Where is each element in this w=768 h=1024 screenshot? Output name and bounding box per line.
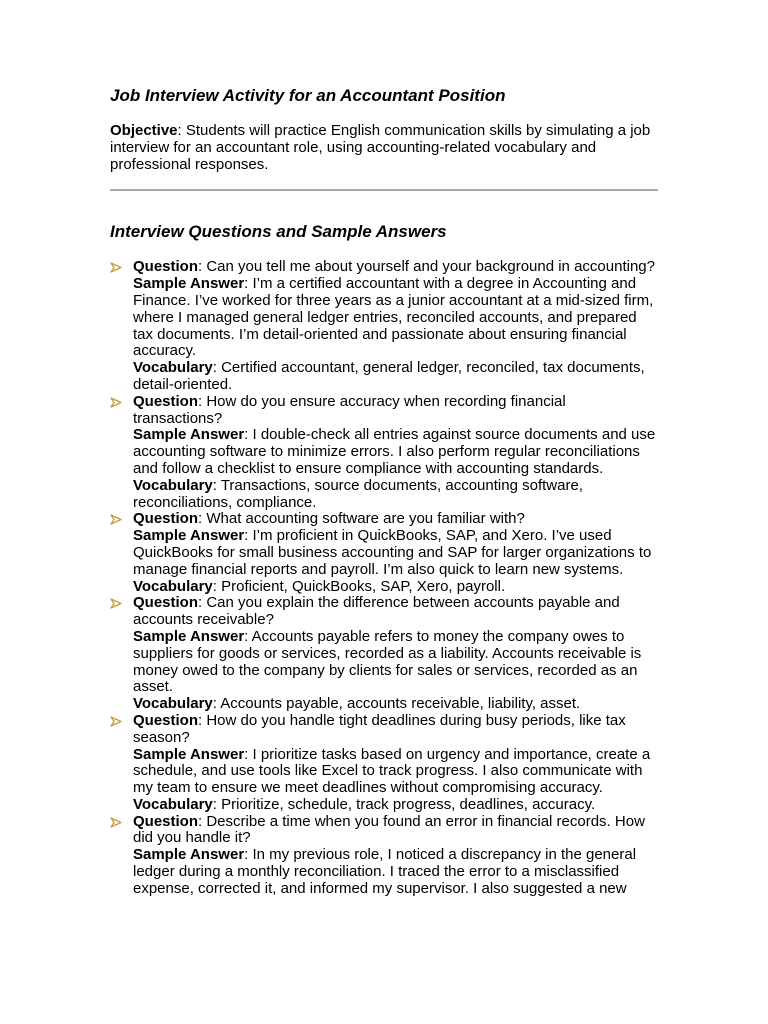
arrow-bullet-icon: [110, 511, 124, 528]
objective-text: : Students will practice English communication skills by simulating a job interview for an accountant role, using accounting-related vocabulary and professional responses.: [110, 122, 651, 173]
answer-label: Sample Answer: [133, 527, 245, 545]
question-line: [133, 259, 658, 276]
question-label: Question: [133, 258, 199, 276]
qa-item: [110, 394, 658, 512]
question-line: [133, 713, 658, 747]
vocabulary-label: Vocabulary: [133, 359, 213, 377]
vocabulary-label: Vocabulary: [133, 795, 213, 813]
answer-label: Sample Answer: [133, 627, 245, 645]
sample-answer-line: [133, 747, 658, 797]
qa-item: [110, 259, 658, 393]
question-text: : What accounting software are you familiar with?: [198, 510, 525, 528]
answer-text: : In my previous role, I noticed a discrepancy in the general ledger during a monthly reconciliation. I traced the error to a misclassified expense, corrected it, and informed my supervisor. I also suggested a new: [133, 846, 637, 897]
qa-item: [110, 595, 658, 713]
sample-answer-line: [133, 427, 658, 477]
question-line: [133, 595, 658, 629]
vocabulary-line: [133, 579, 658, 596]
vocabulary-text: : Certified accountant, general ledger, reconciled, tax documents, detail-oriented.: [133, 359, 645, 393]
arrow-bullet-icon: [110, 259, 124, 276]
objective-label: Objective: [110, 122, 178, 139]
arrow-bullet-icon: [110, 595, 124, 612]
question-text: : Describe a time when you found an error in financial records. How did you handle it?: [133, 812, 645, 847]
answer-text: : I prioritize tasks based on urgency and importance, create a schedule, and use tools like Excel to track progress. I also communicate with my team to ensure we meet deadlines without compromising accuracy.: [133, 745, 651, 797]
vocabulary-line: [133, 478, 658, 512]
arrow-bullet-icon: [110, 713, 124, 730]
arrow-bullet-icon: [110, 814, 124, 831]
question-label: Question: [133, 510, 199, 528]
vocabulary-text: : Transactions, source documents, accounting software, reconciliations, compliance.: [133, 476, 583, 511]
vocabulary-line: [133, 696, 658, 713]
vocabulary-label: Vocabulary: [133, 476, 213, 494]
answer-label: Sample Answer: [133, 846, 245, 864]
answer-text: : Accounts payable refers to money the company owes to suppliers for goods or services, recorded as a liability. Accounts receivable is money owed to the company by clients for sales or services, recorded as an asset.: [133, 627, 642, 696]
vocabulary-text: : Proficient, QuickBooks, SAP, Xero, payroll.: [212, 577, 506, 595]
question-text: : Can you tell me about yourself and your background in accounting?: [198, 258, 655, 276]
question-label: Question: [133, 711, 199, 729]
answer-text: : I’m a certified accountant with a degree in Accounting and Finance. I’ve worked for three years as a junior accountant at a mid-sized firm, where I managed general ledger entries, reconciled accounts, and prepared tax documents. I’m detail-oriented and passionate about ensuring financial accuracy.: [133, 275, 654, 360]
question-text: : Can you explain the difference between accounts payable and accounts receivable?: [133, 594, 620, 629]
answer-text: : I double-check all entries against source documents and use accounting software to minimize errors. I also perform regular reconciliations and follow a checklist to ensure compliance with accounting standards.: [133, 426, 656, 477]
answer-label: Sample Answer: [133, 275, 245, 293]
vocabulary-text: : Prioritize, schedule, track progress, deadlines, accuracy.: [212, 795, 596, 813]
question-label: Question: [133, 594, 199, 612]
sample-answer-line: [133, 847, 658, 897]
section-divider: [110, 189, 658, 191]
vocabulary-line: [133, 360, 658, 394]
question-label: Question: [133, 392, 199, 410]
qa-item: [110, 511, 658, 595]
answer-label: Sample Answer: [133, 745, 245, 763]
vocabulary-label: Vocabulary: [133, 695, 213, 713]
question-text: : How do you ensure accuracy when recording financial transactions?: [133, 392, 566, 427]
sample-answer-line: [133, 629, 658, 696]
question-line: [133, 394, 658, 428]
question-line: [133, 511, 658, 528]
question-label: Question: [133, 812, 199, 830]
qa-item: [110, 713, 658, 814]
objective-paragraph: [110, 123, 658, 173]
sample-answer-line: [133, 528, 658, 578]
qa-item: [110, 814, 658, 898]
question-line: [133, 814, 658, 848]
qa-list: [110, 259, 658, 897]
document-title: Job Interview Activity for an Accountant Position: [110, 86, 506, 105]
section-title: Interview Questions and Sample Answers: [110, 222, 447, 242]
vocabulary-line: [133, 797, 658, 814]
sample-answer-line: [133, 276, 658, 360]
question-text: : How do you handle tight deadlines during busy periods, like tax season?: [133, 711, 626, 746]
vocabulary-text: : Accounts payable, accounts receivable, liability, asset.: [212, 695, 581, 713]
answer-label: Sample Answer: [133, 426, 245, 444]
answer-text: : I’m proficient in QuickBooks, SAP, and Xero. I’ve used QuickBooks for small business accounting and SAP for larger organizations to manage financial reports and payroll. I’m also quick to learn new systems.: [133, 527, 652, 578]
vocabulary-label: Vocabulary: [133, 577, 213, 595]
document-page: [110, 85, 658, 898]
arrow-bullet-icon: [110, 394, 124, 411]
